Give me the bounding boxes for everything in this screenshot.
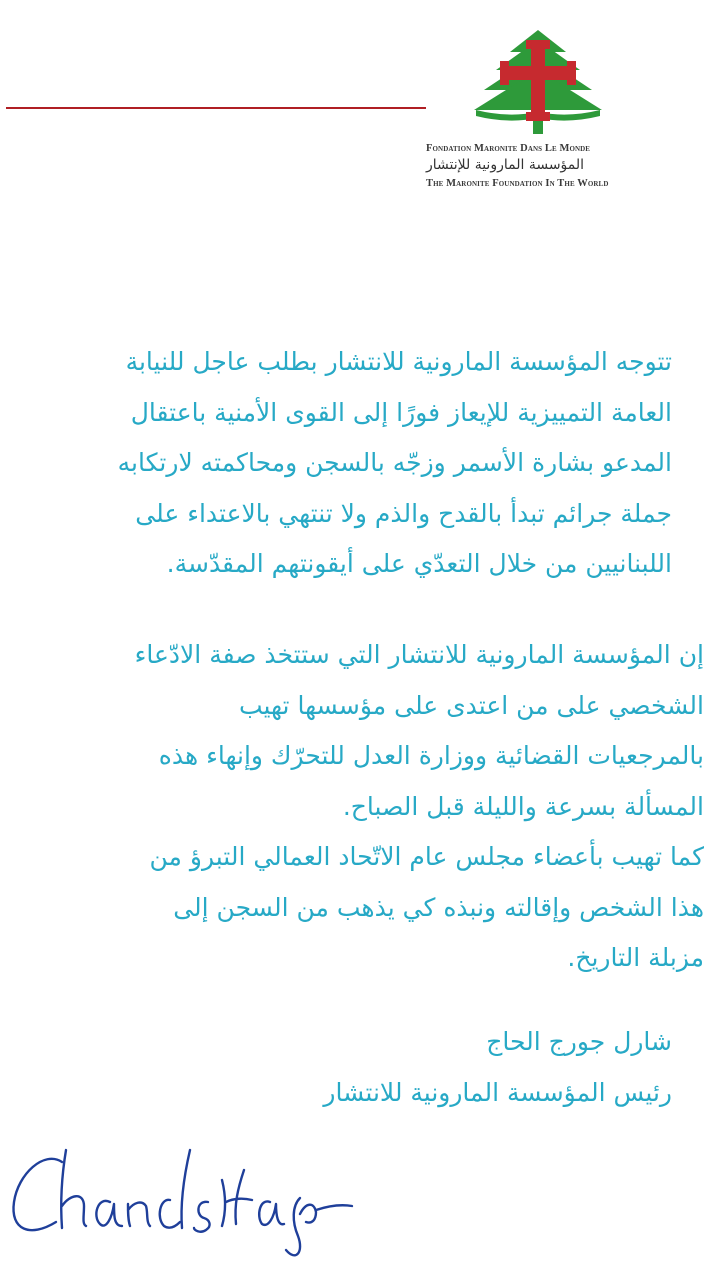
statement-line: المدعو بشارة الأسمر وزجّه بالسجن ومحاكمته لارتكابه <box>117 448 672 477</box>
header-divider-line <box>6 107 426 109</box>
statement-line: تتوجه المؤسسة المارونية للانتشار بطلب عاجل للنيابة <box>125 347 672 376</box>
statement-line: اللبنانيين من خلال التعدّي على أيقونتهم المقدّسة. <box>166 549 672 578</box>
statement-line: كما تهيب بأعضاء مجلس عام الاتّحاد العمالي التبرؤ من <box>149 842 704 871</box>
foundation-logo <box>426 26 696 196</box>
statement-line: الشخصي على من اعتدى على مؤسسها تهيب <box>238 690 704 720</box>
statement-line: إن المؤسسة المارونية للانتشار التي ستتخذ صفة الادّعاء <box>134 640 704 669</box>
statement-line: العامة التمييزية للإيعاز فورًا إلى القوى الأمنية باعتقال <box>130 397 672 427</box>
logo-name-french: Fondation Maronite Dans Le Monde <box>426 143 591 154</box>
signatory-title: رئيس المؤسسة المارونية للانتشار <box>323 1077 672 1107</box>
statement-line: مزبلة التاريخ. <box>567 943 704 972</box>
logo-name-english: The Maronite Foundation In The World <box>426 178 609 189</box>
statement-line: هذا الشخص وإقالته ونبذه كي يذهب من السجن إلى <box>173 892 704 922</box>
logo-name-arabic: المؤسسة المارونية للإنتشار <box>426 157 585 173</box>
sign-off <box>0 1017 672 1118</box>
signatory-name: شارل جورج الحاج <box>486 1027 672 1056</box>
statement-paragraph-2 <box>0 630 704 984</box>
handwritten-signature <box>0 1140 360 1270</box>
cedar-cross-icon <box>468 26 608 138</box>
statement-line: المسألة بسرعة والليلة قبل الصباح. <box>342 791 704 821</box>
statement-line: جملة جرائم تبدأ بالقدح والذم ولا تنتهي بالاعتداء على <box>135 498 672 528</box>
statement-line: بالمرجعيات القضائية ووزارة العدل للتحرّك وإنهاء هذه <box>158 741 704 770</box>
statement-paragraph-1 <box>0 337 672 590</box>
